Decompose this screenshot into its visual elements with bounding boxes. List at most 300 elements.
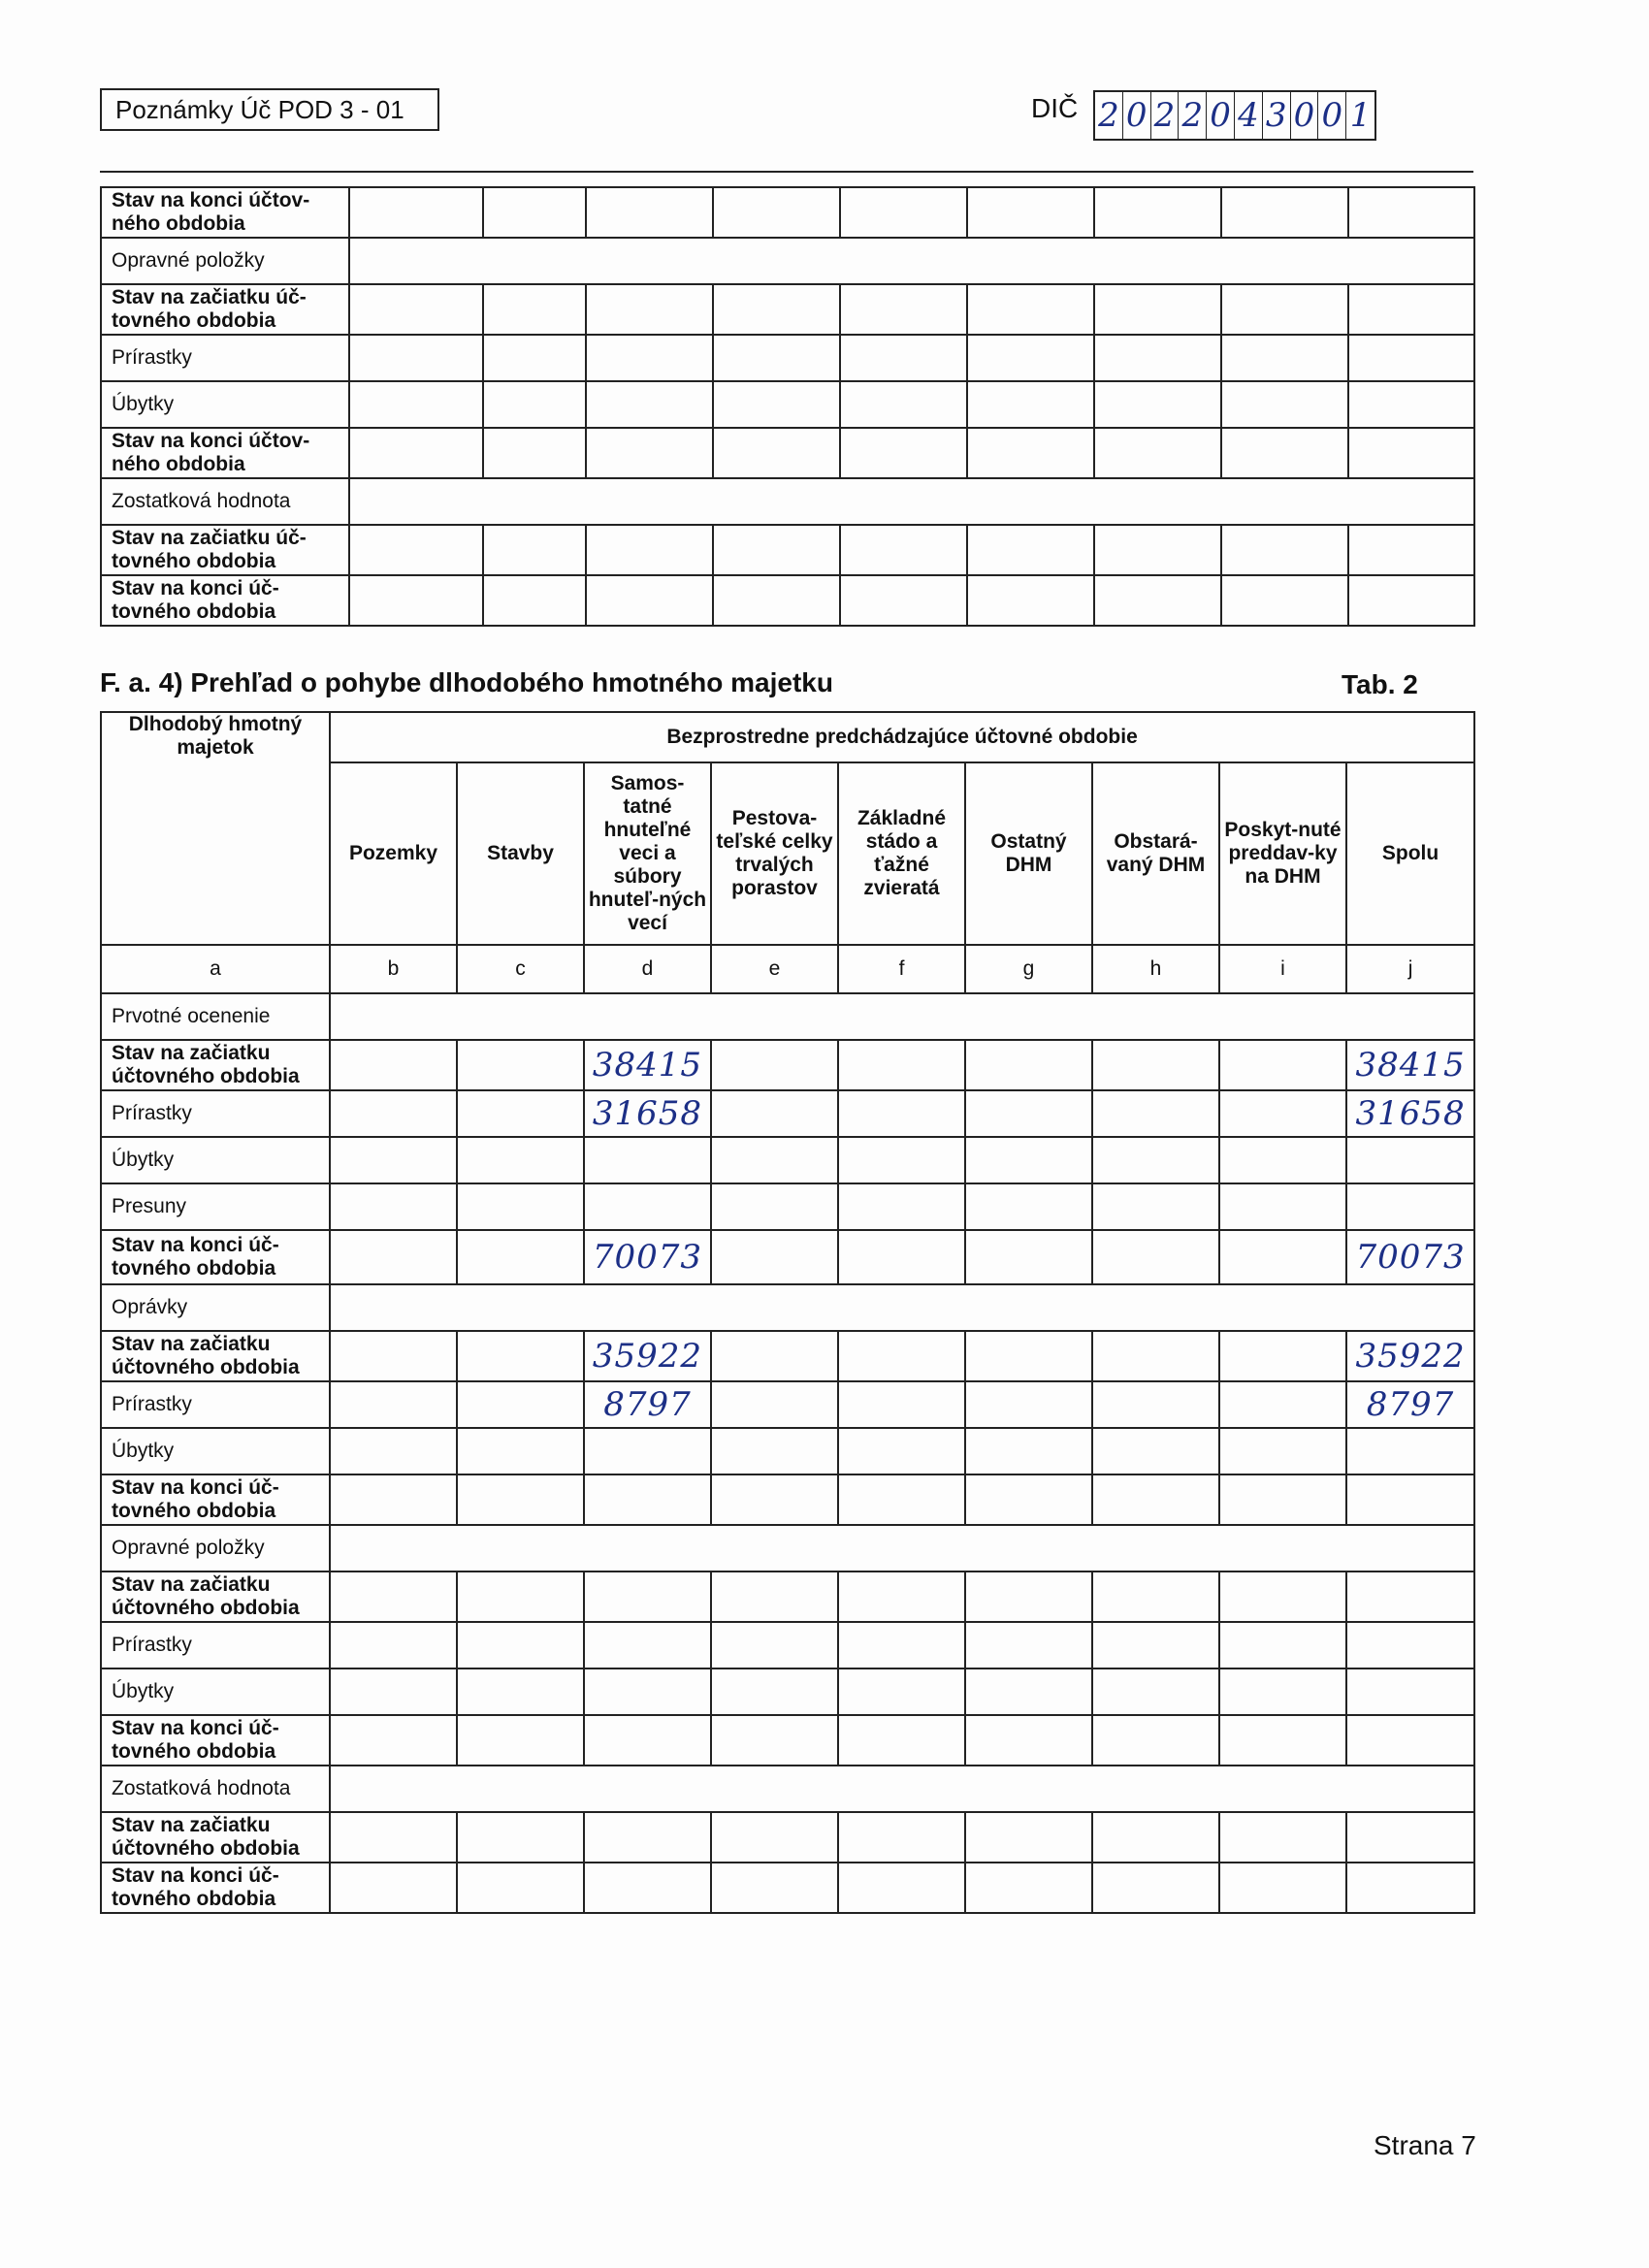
column-letter: c <box>457 945 584 993</box>
column-letter: f <box>838 945 965 993</box>
merged-cell <box>330 1525 1474 1571</box>
value-cell[interactable] <box>330 1571 457 1622</box>
table-row <box>101 1381 1474 1428</box>
value-cell[interactable] <box>1092 1812 1219 1863</box>
value-cell[interactable] <box>1346 1863 1474 1913</box>
row-label: Úbytky <box>101 1428 330 1474</box>
column-header: Pestova-teľské celky trvalých porastov <box>711 762 838 945</box>
value-cell[interactable] <box>330 1090 457 1137</box>
value-cell[interactable] <box>838 1474 965 1525</box>
dic-digit: 1 <box>1349 96 1372 135</box>
value-cell[interactable] <box>711 1428 838 1474</box>
value-cell[interactable] <box>965 1090 1092 1137</box>
merged-cell <box>349 478 1474 525</box>
dic-digit: 2 <box>1095 92 1123 139</box>
corner-header: Dlhodobý hmotný majetok <box>101 712 330 945</box>
value-cell[interactable] <box>711 1715 838 1766</box>
row-label: Zostatková hodnota <box>101 1766 330 1812</box>
value-cell[interactable] <box>1092 1571 1219 1622</box>
value-cell[interactable] <box>1219 1137 1346 1183</box>
value-cell[interactable] <box>1346 1474 1474 1525</box>
table-row <box>101 1284 1474 1331</box>
value-cell[interactable] <box>330 1381 457 1428</box>
value-cell[interactable] <box>1219 1474 1346 1525</box>
value-cell[interactable] <box>965 1474 1092 1525</box>
dic-digit: 3 <box>1263 92 1291 139</box>
row-label: Stav na začiatku účtovného obdobia <box>101 1571 330 1622</box>
row-label: Opravné položky <box>101 238 349 284</box>
value-cell[interactable] <box>330 1715 457 1766</box>
table-row <box>101 381 1474 428</box>
value-cell[interactable] <box>1348 381 1474 428</box>
value-cell[interactable] <box>711 1183 838 1230</box>
value-cell[interactable] <box>584 1571 711 1622</box>
value-cell[interactable] <box>1092 1863 1219 1913</box>
value-cell[interactable] <box>965 1040 1092 1090</box>
value-cell[interactable] <box>457 1381 584 1428</box>
value-cell[interactable] <box>840 381 967 428</box>
table-row <box>101 1183 1474 1230</box>
value-cell[interactable] <box>1221 525 1348 575</box>
value-cell[interactable] <box>1346 1715 1474 1766</box>
value-cell[interactable]: 38415 <box>1346 1040 1474 1090</box>
value-cell[interactable]: 8797 <box>1346 1381 1474 1428</box>
row-label: Prírastky <box>101 335 349 381</box>
value-cell[interactable] <box>967 187 1094 238</box>
value-cell[interactable] <box>838 1230 965 1284</box>
value-cell[interactable] <box>483 335 586 381</box>
merged-cell <box>349 238 1474 284</box>
dic-digit: 0 <box>1207 92 1235 139</box>
value-cell[interactable] <box>1092 1474 1219 1525</box>
value-cell[interactable] <box>1219 1715 1346 1766</box>
row-label: Stav na začiatku účtovného obdobia <box>101 1040 330 1090</box>
row-label: Stav na začiatku účtovného obdobia <box>101 1331 330 1381</box>
value-cell[interactable] <box>711 1812 838 1863</box>
row-label: Oprávky <box>101 1284 330 1331</box>
value-cell[interactable] <box>967 428 1094 478</box>
table-row <box>101 1715 1474 1766</box>
value-cell[interactable] <box>1094 335 1221 381</box>
value-cell[interactable] <box>1221 284 1348 335</box>
value-cell[interactable] <box>1219 1381 1346 1428</box>
value-cell[interactable] <box>1221 428 1348 478</box>
column-header: Obstará-vaný DHM <box>1092 762 1219 945</box>
value-cell[interactable] <box>711 1622 838 1669</box>
value-cell[interactable] <box>965 1183 1092 1230</box>
dic-digit: 4 <box>1235 92 1263 139</box>
value-cell[interactable] <box>1221 575 1348 626</box>
value-cell[interactable] <box>584 1137 711 1183</box>
value-cell[interactable] <box>457 1040 584 1090</box>
dic-digit: 2 <box>1179 92 1207 139</box>
row-label: Stav na konci úč-tovného obdobia <box>101 575 349 626</box>
value-cell[interactable] <box>838 1040 965 1090</box>
value-cell[interactable] <box>838 1863 965 1913</box>
dic-field[interactable] <box>1093 90 1376 141</box>
value-cell[interactable]: 31658 <box>584 1090 711 1137</box>
value-cell[interactable] <box>349 381 483 428</box>
value-cell[interactable] <box>1348 575 1474 626</box>
value-cell[interactable] <box>1348 187 1474 238</box>
value-cell[interactable] <box>483 381 586 428</box>
row-label: Prírastky <box>101 1622 330 1669</box>
value-cell[interactable] <box>586 428 713 478</box>
value-cell[interactable] <box>1092 1230 1219 1284</box>
table-row <box>101 575 1474 626</box>
top-table <box>100 186 1475 627</box>
value-cell[interactable] <box>965 1381 1092 1428</box>
value-cell[interactable] <box>965 1428 1092 1474</box>
value-cell[interactable] <box>838 1715 965 1766</box>
value-cell[interactable] <box>586 284 713 335</box>
form-title: Poznámky Úč POD 3 - 01 <box>100 88 439 131</box>
value-cell[interactable] <box>1221 335 1348 381</box>
value-cell[interactable] <box>838 1331 965 1381</box>
row-label: Stav na začiatku úč-tovného obdobia <box>101 284 349 335</box>
row-label: Opravné položky <box>101 1525 330 1571</box>
dic-label: DIČ <box>1031 93 1079 123</box>
table-row <box>101 478 1474 525</box>
dic-digit: 0 <box>1318 92 1346 139</box>
value-cell[interactable] <box>483 284 586 335</box>
table-row <box>101 1428 1474 1474</box>
value-cell[interactable] <box>1219 1428 1346 1474</box>
value-cell[interactable] <box>838 1137 965 1183</box>
table-row <box>101 238 1474 284</box>
column-letter: j <box>1346 945 1474 993</box>
table-row <box>101 525 1474 575</box>
value-cell[interactable] <box>840 284 967 335</box>
value-cell[interactable]: 35922 <box>1346 1331 1474 1381</box>
row-label: Presuny <box>101 1183 330 1230</box>
value-cell[interactable] <box>330 1669 457 1715</box>
value-cell[interactable] <box>330 1137 457 1183</box>
value-cell[interactable] <box>965 1812 1092 1863</box>
column-letter: d <box>584 945 711 993</box>
value-cell[interactable] <box>967 575 1094 626</box>
dic-digit: 0 <box>1291 92 1319 139</box>
value-cell[interactable] <box>1094 428 1221 478</box>
value-cell[interactable] <box>965 1622 1092 1669</box>
value-cell[interactable] <box>349 187 483 238</box>
value-cell[interactable] <box>349 335 483 381</box>
value-cell[interactable] <box>349 284 483 335</box>
value-cell[interactable] <box>965 1715 1092 1766</box>
value-cell[interactable] <box>1219 1812 1346 1863</box>
value-cell[interactable] <box>1094 187 1221 238</box>
value-cell[interactable] <box>584 1428 711 1474</box>
value-cell[interactable]: 70073 <box>584 1230 711 1284</box>
value-cell[interactable] <box>1348 428 1474 478</box>
value-cell[interactable] <box>840 187 967 238</box>
value-cell[interactable] <box>965 1571 1092 1622</box>
value-cell[interactable]: 35922 <box>584 1331 711 1381</box>
value-cell[interactable] <box>584 1474 711 1525</box>
row-label: Stav na konci úč-tovného obdobia <box>101 1230 330 1284</box>
column-header: Pozemky <box>330 762 457 945</box>
value-cell[interactable] <box>713 381 840 428</box>
column-letter: h <box>1092 945 1219 993</box>
value-cell[interactable] <box>457 1715 584 1766</box>
value-cell[interactable] <box>349 575 483 626</box>
table-row <box>101 1230 1474 1284</box>
value-cell[interactable] <box>713 575 840 626</box>
value-cell[interactable] <box>483 575 586 626</box>
value-cell[interactable] <box>711 1863 838 1913</box>
value-cell[interactable] <box>1094 284 1221 335</box>
value-cell[interactable] <box>1092 1183 1219 1230</box>
row-label: Zostatková hodnota <box>101 478 349 525</box>
value-cell[interactable] <box>1219 1622 1346 1669</box>
value-cell[interactable] <box>711 1230 838 1284</box>
value-cell[interactable] <box>457 1622 584 1669</box>
row-label: Stav na začiatku účtovného obdobia <box>101 1812 330 1863</box>
value-cell[interactable] <box>965 1331 1092 1381</box>
value-cell[interactable] <box>838 1571 965 1622</box>
value-cell[interactable] <box>1219 1090 1346 1137</box>
value-cell[interactable] <box>1092 1090 1219 1137</box>
value-cell[interactable] <box>586 525 713 575</box>
value-cell[interactable] <box>1219 1331 1346 1381</box>
value-cell[interactable] <box>711 1669 838 1715</box>
column-letter: b <box>330 945 457 993</box>
value-cell[interactable] <box>840 335 967 381</box>
value-cell[interactable] <box>838 1428 965 1474</box>
table-row <box>101 1040 1474 1090</box>
table-row <box>101 1812 1474 1863</box>
value-cell[interactable] <box>1092 1622 1219 1669</box>
value-cell[interactable] <box>349 428 483 478</box>
value-cell[interactable] <box>838 1622 965 1669</box>
table-row <box>101 1331 1474 1381</box>
value-cell[interactable] <box>1346 1571 1474 1622</box>
value-cell[interactable]: 31658 <box>1346 1090 1474 1137</box>
section-title: F. a. 4) Prehľad o pohybe dlhodobého hmotného majetku <box>100 667 833 697</box>
header-divider <box>100 171 1473 173</box>
value-cell[interactable] <box>1348 525 1474 575</box>
movement-table <box>100 711 1475 1914</box>
merged-cell <box>330 1766 1474 1812</box>
value-cell[interactable] <box>1092 1715 1219 1766</box>
value-cell[interactable] <box>1219 1669 1346 1715</box>
column-letter: g <box>965 945 1092 993</box>
value-cell[interactable] <box>713 428 840 478</box>
value-cell[interactable] <box>330 1040 457 1090</box>
value-cell[interactable] <box>584 1715 711 1766</box>
period-header: Bezprostredne predchádzajúce účtovné obdobie <box>330 712 1474 762</box>
value-cell[interactable] <box>967 284 1094 335</box>
row-label: Stav na začiatku úč-tovného obdobia <box>101 525 349 575</box>
column-letter: e <box>711 945 838 993</box>
row-label: Úbytky <box>101 381 349 428</box>
value-cell[interactable] <box>967 335 1094 381</box>
value-cell[interactable] <box>1219 1571 1346 1622</box>
value-cell[interactable] <box>1092 1137 1219 1183</box>
value-cell[interactable] <box>1219 1183 1346 1230</box>
value-cell[interactable] <box>1092 1669 1219 1715</box>
value-cell[interactable] <box>713 284 840 335</box>
value-cell[interactable] <box>330 1474 457 1525</box>
column-header: Stavby <box>457 762 584 945</box>
row-label: Prírastky <box>101 1381 330 1428</box>
value-cell[interactable] <box>1346 1183 1474 1230</box>
value-cell[interactable] <box>838 1183 965 1230</box>
value-cell[interactable] <box>1094 381 1221 428</box>
value-cell[interactable] <box>584 1812 711 1863</box>
value-cell[interactable] <box>965 1137 1092 1183</box>
value-cell[interactable] <box>967 525 1094 575</box>
value-cell[interactable] <box>457 1428 584 1474</box>
row-label: Stav na konci účtov-ného obdobia <box>101 187 349 238</box>
value-cell[interactable] <box>1348 284 1474 335</box>
value-cell[interactable] <box>713 525 840 575</box>
value-cell[interactable] <box>483 428 586 478</box>
value-cell[interactable] <box>330 1428 457 1474</box>
table-row <box>101 1090 1474 1137</box>
row-label: Stav na konci úč-tovného obdobia <box>101 1715 330 1766</box>
value-cell[interactable] <box>1092 1040 1219 1090</box>
value-cell[interactable] <box>586 335 713 381</box>
value-cell[interactable] <box>1346 1669 1474 1715</box>
value-cell[interactable] <box>584 1183 711 1230</box>
table-row <box>101 1474 1474 1525</box>
row-label: Prvotné ocenenie <box>101 993 330 1040</box>
value-cell[interactable] <box>711 1137 838 1183</box>
value-cell[interactable] <box>711 1090 838 1137</box>
row-label: Úbytky <box>101 1137 330 1183</box>
value-cell[interactable] <box>713 335 840 381</box>
column-header: Ostatný DHM <box>965 762 1092 945</box>
value-cell[interactable] <box>584 1863 711 1913</box>
value-cell[interactable] <box>838 1812 965 1863</box>
value-cell[interactable] <box>965 1230 1092 1284</box>
table-row <box>101 1137 1474 1183</box>
column-header: Základné stádo a ťažné zvieratá <box>838 762 965 945</box>
value-cell[interactable] <box>840 575 967 626</box>
value-cell[interactable] <box>586 187 713 238</box>
value-cell[interactable] <box>457 1137 584 1183</box>
value-cell[interactable] <box>1346 1428 1474 1474</box>
value-cell[interactable] <box>349 525 483 575</box>
value-cell[interactable] <box>457 1230 584 1284</box>
value-cell[interactable]: 38415 <box>584 1040 711 1090</box>
row-label: Stav na konci účtov-ného obdobia <box>101 428 349 478</box>
value-cell[interactable] <box>1346 1812 1474 1863</box>
value-cell[interactable] <box>457 1669 584 1715</box>
table-row <box>101 187 1474 238</box>
row-label: Úbytky <box>101 1669 330 1715</box>
value-cell[interactable] <box>457 1474 584 1525</box>
table-number: Tab. 2 <box>1342 669 1418 699</box>
merged-cell <box>330 1284 1474 1331</box>
value-cell[interactable] <box>1219 1863 1346 1913</box>
table-row <box>101 1863 1474 1913</box>
value-cell[interactable] <box>457 1863 584 1913</box>
value-cell[interactable] <box>457 1183 584 1230</box>
column-header: Samos-tatné hnuteľné veci a súbory hnuteľ-ných vecí <box>584 762 711 945</box>
column-header: Spolu <box>1346 762 1474 945</box>
column-letter: a <box>101 945 330 993</box>
value-cell[interactable] <box>330 1183 457 1230</box>
value-cell[interactable] <box>330 1230 457 1284</box>
value-cell[interactable] <box>1219 1040 1346 1090</box>
value-cell[interactable] <box>1346 1622 1474 1669</box>
value-cell[interactable] <box>586 381 713 428</box>
value-cell[interactable] <box>1092 1381 1219 1428</box>
value-cell[interactable] <box>838 1381 965 1428</box>
table-row <box>101 1669 1474 1715</box>
value-cell[interactable] <box>965 1863 1092 1913</box>
value-cell[interactable] <box>586 575 713 626</box>
value-cell[interactable] <box>1092 1428 1219 1474</box>
value-cell[interactable] <box>330 1622 457 1669</box>
value-cell[interactable] <box>1221 187 1348 238</box>
value-cell[interactable] <box>1094 575 1221 626</box>
value-cell[interactable] <box>965 1669 1092 1715</box>
value-cell[interactable] <box>1346 1137 1474 1183</box>
value-cell[interactable] <box>711 1381 838 1428</box>
value-cell[interactable]: 70073 <box>1346 1230 1474 1284</box>
value-cell[interactable] <box>330 1863 457 1913</box>
row-label: Prírastky <box>101 1090 330 1137</box>
value-cell[interactable] <box>1348 335 1474 381</box>
column-letter: i <box>1219 945 1346 993</box>
row-label: Stav na konci úč-tovného obdobia <box>101 1863 330 1913</box>
value-cell[interactable] <box>711 1331 838 1381</box>
value-cell[interactable] <box>457 1090 584 1137</box>
dic-digit: 2 <box>1151 92 1180 139</box>
table-row <box>101 428 1474 478</box>
value-cell[interactable] <box>840 525 967 575</box>
value-cell[interactable]: 8797 <box>584 1381 711 1428</box>
page-number: Strana 7 <box>1374 2130 1476 2160</box>
value-cell[interactable] <box>838 1669 965 1715</box>
value-cell[interactable] <box>330 1331 457 1381</box>
table-row <box>101 1622 1474 1669</box>
value-cell[interactable] <box>1092 1331 1219 1381</box>
value-cell[interactable] <box>1094 525 1221 575</box>
value-cell[interactable] <box>483 187 586 238</box>
table-row <box>101 1525 1474 1571</box>
value-cell[interactable] <box>457 1812 584 1863</box>
value-cell[interactable] <box>1219 1230 1346 1284</box>
value-cell[interactable] <box>330 1812 457 1863</box>
value-cell[interactable] <box>711 1040 838 1090</box>
row-label: Stav na konci úč-tovného obdobia <box>101 1474 330 1525</box>
value-cell[interactable] <box>457 1571 584 1622</box>
value-cell[interactable] <box>711 1474 838 1525</box>
value-cell[interactable] <box>584 1622 711 1669</box>
table-row <box>101 284 1474 335</box>
value-cell[interactable] <box>483 525 586 575</box>
value-cell[interactable] <box>713 187 840 238</box>
table-row <box>101 335 1474 381</box>
value-cell[interactable] <box>584 1669 711 1715</box>
dic-digit: 0 <box>1123 92 1151 139</box>
value-cell[interactable] <box>711 1571 838 1622</box>
value-cell[interactable] <box>457 1331 584 1381</box>
value-cell[interactable] <box>1221 381 1348 428</box>
value-cell[interactable] <box>840 428 967 478</box>
table-row <box>101 993 1474 1040</box>
column-header: Poskyt-nuté preddav-ky na DHM <box>1219 762 1346 945</box>
value-cell[interactable] <box>838 1090 965 1137</box>
value-cell[interactable] <box>967 381 1094 428</box>
table-row <box>101 1571 1474 1622</box>
merged-cell <box>330 993 1474 1040</box>
table-row <box>101 1766 1474 1812</box>
